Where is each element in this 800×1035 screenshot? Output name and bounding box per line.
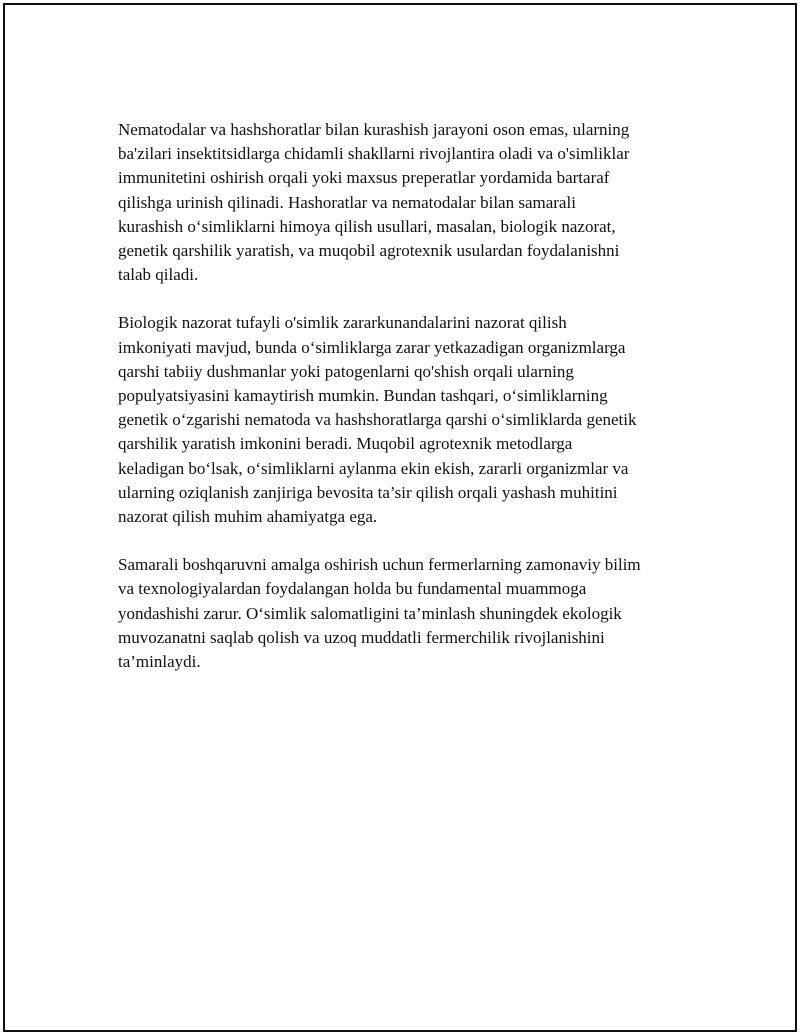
text-line: Nematodalar va hashshoratlar bilan kurashish jarayoni oson emas, ularning	[118, 120, 630, 139]
text-line: genetik qarshilik yaratish, va muqobil agrotexnik usulardan foydalanishni	[118, 241, 620, 261]
text-line: va texnologiyalardan foydalangan holda bu fundamental muammoga	[118, 579, 587, 599]
paragraph-3	[118, 553, 688, 674]
text-line: Samarali boshqaruvni amalga oshirish uchun fermerlarning zamonaviy bilim	[118, 555, 641, 575]
text-line: ta’minlaydi.	[118, 652, 201, 672]
paragraph-2	[118, 311, 688, 529]
document-body	[118, 118, 688, 698]
text-line: qarshi tabiiy dushmanlar yoki patogenlarni qo'shish orqali ularning	[118, 361, 574, 381]
text-line: ba'zilari insektitsidlarga chidamli shakllarni rivojlantira oladi va o'simliklar	[118, 144, 630, 164]
text-line: Biologik nazorat tufayli o'simlik zararkunandalarini nazorat qilish	[118, 313, 567, 333]
text-line: muvozanatni saqlab qolish va uzoq muddatli fermerchilik rivojlanishini	[118, 627, 605, 647]
text-line: populyatsiyasini kamaytirish mumkin. Bundan tashqari, o‘simliklarning	[118, 386, 608, 406]
text-line: kurashish o‘simliklarni himoya qilish usullari, masalan, biologik nazorat,	[118, 216, 616, 236]
text-line: ularning oziqlanish zanjiriga bevosita ta’sir qilish orqali yashash muhitini	[118, 482, 618, 502]
text-line: genetik o‘zgarishi nematoda va hashshoratlarga qarshi o‘simliklarda genetik	[118, 410, 637, 430]
text-line: imkoniyati mavjud, bunda o‘simliklarga zarar yetkazadigan organizmlarga	[118, 337, 626, 357]
text-line: yondashishi zarur. O‘simlik salomatligini ta’minlash shuningdek ekologik	[118, 603, 622, 623]
text-line: talab qiladi.	[118, 265, 199, 285]
text-line: qarshilik yaratish imkonini beradi. Muqobil agrotexnik metodlarga	[118, 434, 573, 454]
text-line: nazorat qilish muhim ahamiyatga ega.	[118, 507, 378, 527]
text-line: immunitetini oshirish orqali yoki maxsus preperatlar yordamida bartaraf	[118, 168, 610, 188]
text-line: keladigan bo‘lsak, o‘simliklarni aylanma ekin ekish, zararli organizmlar va	[118, 458, 629, 478]
paragraph-1	[118, 118, 688, 287]
text-line: qilishga urinish qilinadi. Hashoratlar va nematodalar bilan samarali	[118, 192, 576, 212]
